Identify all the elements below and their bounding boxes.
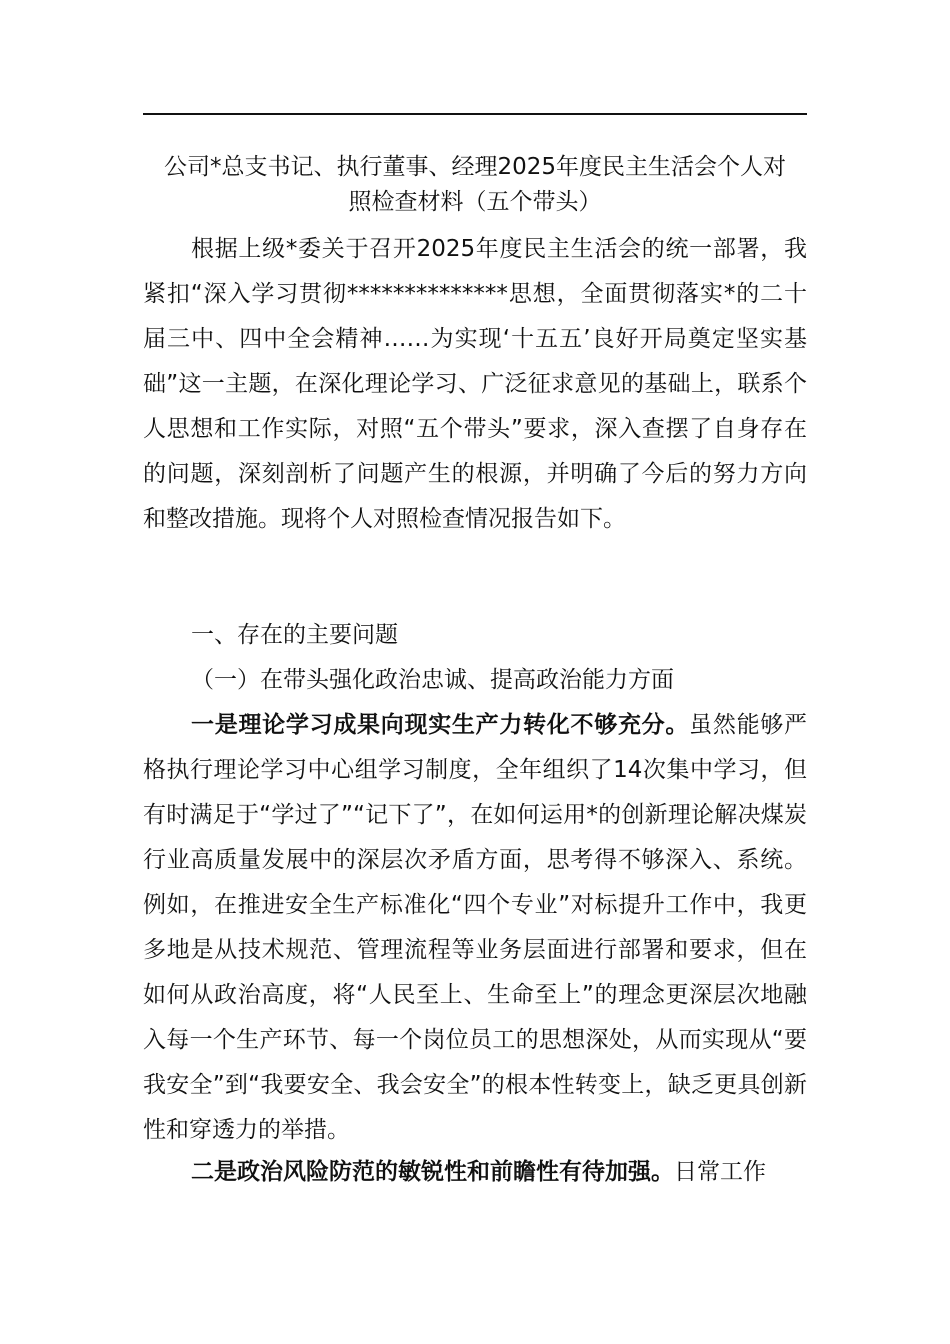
header-rule: [143, 113, 807, 115]
subsection-heading: （一）在带头强化政治忠诚、提高政治能力方面: [191, 667, 674, 693]
point-one-body: 虽然能够严格执行理论学习中心组学习制度，全年组织了14次集中学习，但有时满足于“学过了”“记下了”，在如何运用*的创新理论解决煤炭行业高质量发展中的深层次矛盾方面，思考得不够深入、系统。例如，在推进安全生产标准化“四个专业”对标提升工作中，我更多地是从技术规范、管理流程等业务层面进行部署和要求，但在如何从政治高度，将“人民至上、生命至上”的理念更深层次地融入每一个生产环节、每一个岗位员工的思想深处，从而实现从“要我安全”到“我要安全、我会安全”的根本性转变上，缺乏更具创新性和穿透力的举措。: [143, 712, 808, 1143]
section-heading: 一、存在的主要问题: [191, 622, 398, 648]
point-one-lead: 一是理论学习成果向现实生产力转化不够充分。: [191, 712, 690, 738]
point-two-body: 日常工作: [674, 1159, 766, 1185]
point-two-paragraph: [143, 1150, 807, 1195]
title-line-2: 照检查材料（五个带头）: [348, 189, 602, 215]
point-one-paragraph: [143, 703, 807, 1153]
point-two-lead: 二是政治风险防范的敏锐性和前瞻性有待加强。: [191, 1159, 674, 1185]
intro-paragraph: 根据上级*委关于召开2025年度民主生活会的统一部署，我紧扣“深入学习贯彻**************思想，全面贯彻落实*的二十届三中、四中全会精神……为实现‘十五五’良好开局奠定坚实基础”这一主题，在深化理论学习、广泛征求意见的基础上，联系个人思想和工作实际，对照“五个带头”要求，深入查摆了自身存在的问题，深刻剖析了问题产生的根源，并明确了今后的努力方向和整改措施。现将个人对照检查情况报告如下。: [143, 236, 807, 532]
document-title: [143, 150, 807, 220]
title-line-1: 公司*总支书记、执行董事、经理2025年度民主生活会个人对: [163, 154, 787, 180]
